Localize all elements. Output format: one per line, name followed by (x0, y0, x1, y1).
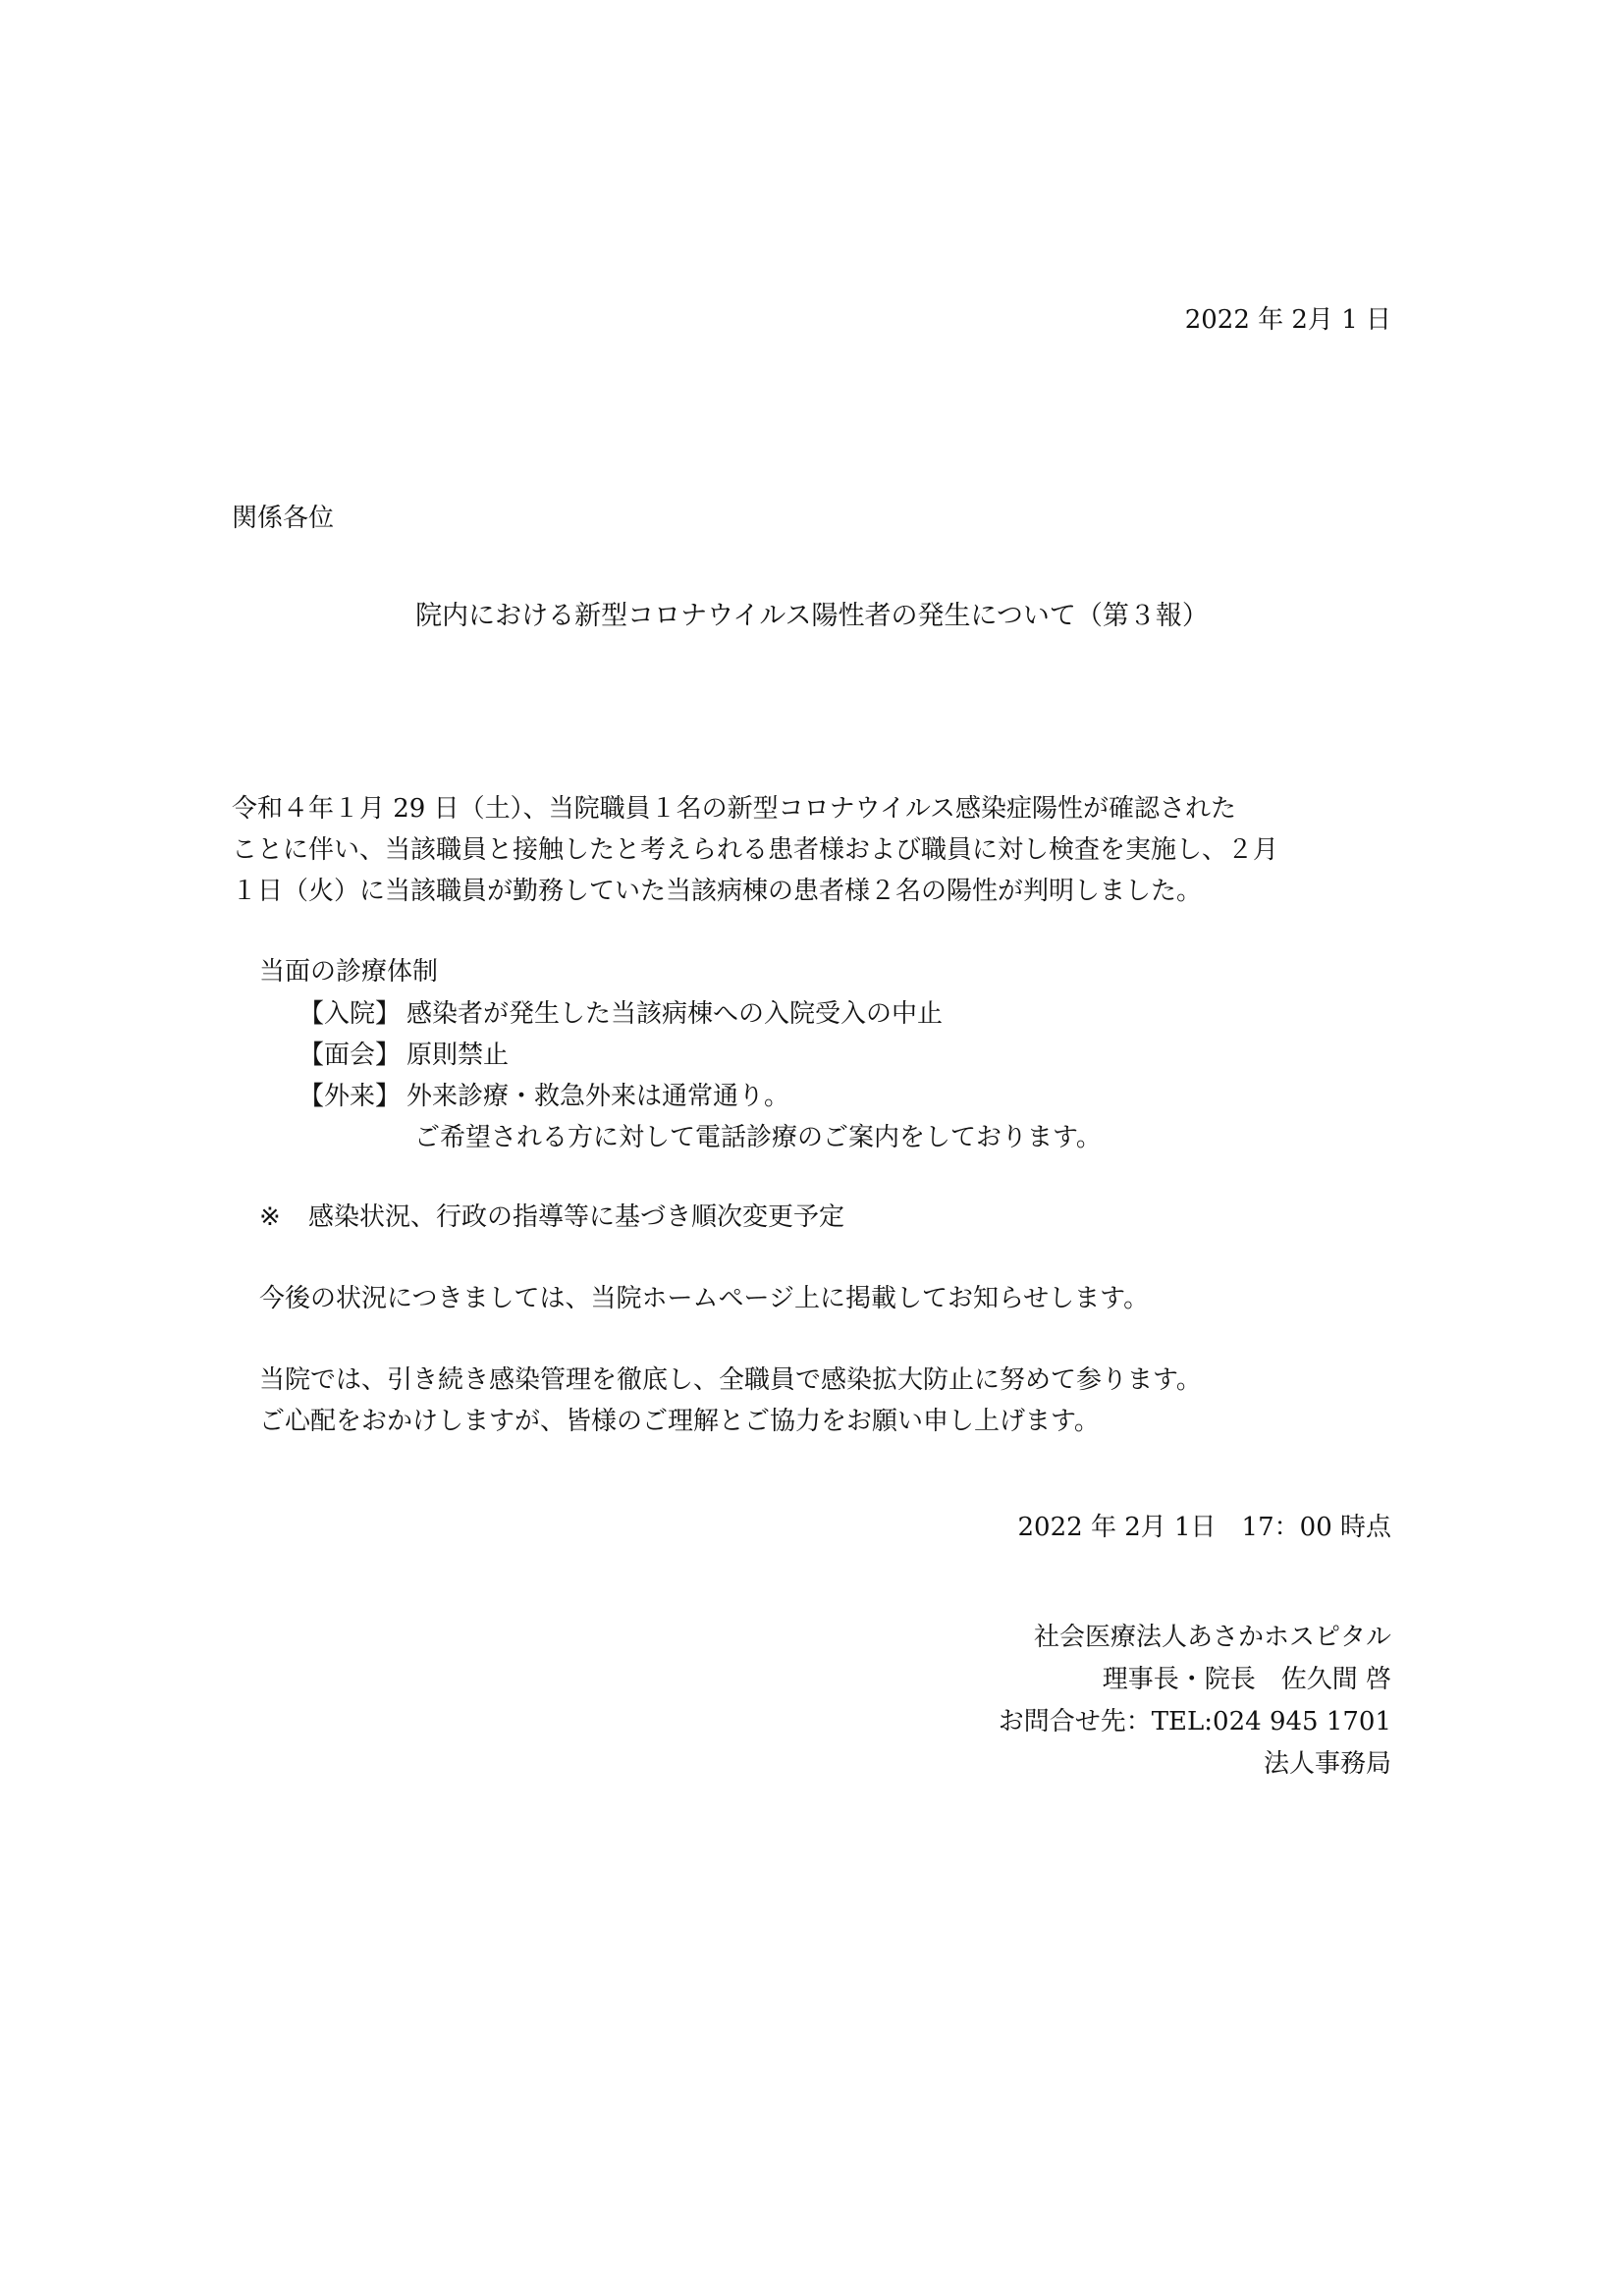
schedule-item-outpatient (298, 1079, 789, 1114)
schedule-item-text: 感染者が発生した当該病棟への入院受入の中止 (406, 999, 944, 1029)
schedule-item-text: 原則禁止 (406, 1041, 510, 1070)
schedule-heading: 当面の診療体制 (259, 957, 439, 987)
signature-representative: 理事長・院長 佐久間 啓 (1102, 1665, 1391, 1694)
signature-department: 法人事務局 (1263, 1749, 1391, 1779)
recipient: 関係各位 (232, 504, 335, 533)
schedule-item-visiting (298, 1038, 509, 1073)
schedule-item-inpatient (298, 996, 943, 1032)
schedule-item-text: 外来診療・救急外来は通常通り。 (406, 1082, 790, 1111)
schedule-item-tag: 【入院】 (298, 999, 402, 1029)
note-text: 感染状況、行政の指導等に基づき順次変更予定 (308, 1202, 845, 1232)
schedule-item-outpatient-continuation: ご希望される方に対して電話診療のご案内をしております。 (414, 1123, 1102, 1152)
body-line-3: １日（火）に当該職員が勤務していた当該病棟の患者様２名の陽性が判明しました。 (232, 877, 1203, 906)
body-line-2: ことに伴い、当該職員と接触したと考えられる患者様および職員に対し検査を実施し、２月 (232, 835, 1279, 865)
follow-up-text: 今後の状況につきましては、当院ホームページ上に掲載してお知らせします。 (259, 1284, 1150, 1313)
note-mark: ※ (259, 1202, 281, 1232)
schedule-item-tag: 【外来】 (298, 1082, 402, 1111)
change-notice (259, 1200, 844, 1235)
as-of-datetime: 2022 年 2月 1日 17：00 時点 (1017, 1513, 1391, 1542)
signature-contact: お問合せ先：TEL:024 945 1701 (998, 1707, 1391, 1736)
body-line-1: 令和４年１月 29 日（土）、当院職員１名の新型コロナウイルス感染症陽性が確認された (232, 794, 1237, 824)
closing-line-1: 当院では、引き続き感染管理を徹底し、全職員で感染拡大防止に努めて参ります。 (259, 1365, 1202, 1395)
schedule-item-tag: 【面会】 (298, 1041, 402, 1070)
document-title: 院内における新型コロナウイルス陽性者の発生について（第３報） (415, 601, 1209, 631)
signature-organization: 社会医療法人あさかホスピタル (1033, 1623, 1391, 1652)
closing-line-2: ご心配をおかけしますが、皆様のご理解とご協力をお願い申し上げます。 (259, 1407, 1100, 1436)
issue-date: 2022 年 2月 1 日 (1184, 305, 1391, 335)
